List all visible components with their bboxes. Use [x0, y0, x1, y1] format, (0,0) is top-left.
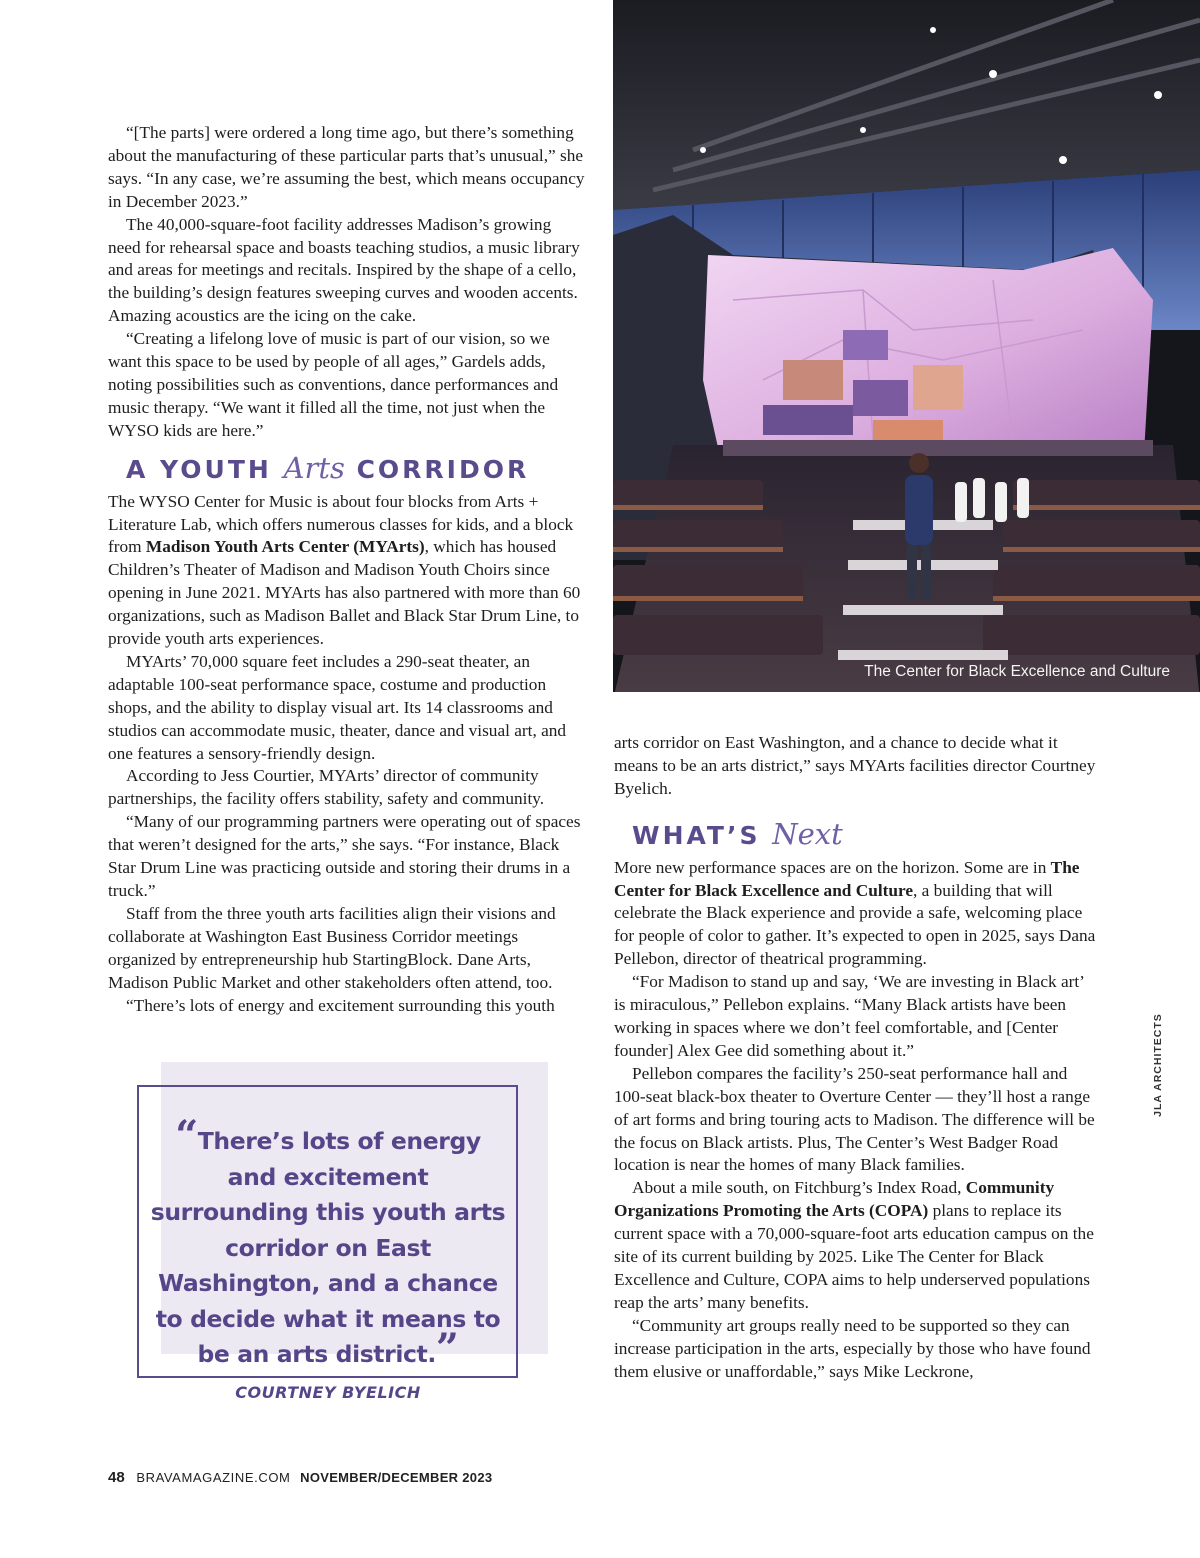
close-quote-mark: ” [435, 1325, 459, 1372]
photo-credit: JLA ARCHITECTS [1152, 1013, 1164, 1117]
bold-org-name: Madison Youth Arts Center (MYArts) [145, 537, 425, 557]
heading-word: A YOUTH [126, 454, 272, 484]
body-paragraph: “Creating a lifelong love of music is part of our vision, so we want this space to be used by people of all ages,” Gardels adds, noting possibilities such as conventions, dance performances and music therapy. “We want it filled all the time, not just when the WYSO kids are here.” [108, 329, 559, 440]
body-paragraph: “[The parts] were ordered a long time ago, but there’s something about the manufacturing of these particular parts that’s unusual,” she says. “In any case, we’re assuming the best, which means occupancy in December 2023.” [108, 123, 585, 211]
heading-word: WHAT’S [632, 820, 761, 850]
body-paragraph: The WYSO Center for Music is about four blocks from Arts + Literature Lab, which offers numerous classes for kids, and a block from Madison Youth Arts Center (MYArts), which has housed Children’s Theater of Madison and Madison Youth Choirs since opening in June 2021. MYArts has also partnered with more than 60 organizations, such as Madison Ballet and Black Star Drum Line, to provide youth arts experiences. [108, 491, 581, 649]
body-paragraph: MYArts’ 70,000 square feet includes a 290-seat theater, an adaptable 100-seat performance space, costume and production shops, and the ability to display visual art. Its 14 classrooms and studios can accommodate music, theater, dance and visual art, and one features a sensory-friendly design. [108, 651, 567, 763]
body-paragraph: According to Jess Courtier, MYArts’ director of community partnerships, the facility offers stability, safety and community. [108, 766, 545, 809]
body-paragraph: “Many of our programming partners were operating out of spaces that weren’t designed for the arts,” she says. “For instance, Black Star Drum Line was practicing outside and storing their drums in a truck.” [108, 812, 581, 900]
bold-org-name: The Center for Black Excellence and Culture [614, 857, 1080, 900]
theater-illustration [613, 0, 1200, 692]
body-paragraph: About a mile south, on Fitchburg’s Index Road, Community Organizations Promoting the Arts (COPA) plans to replace its current space with a 70,000-square-foot arts education campus on the site of its current building by 2025. Like The Center for Black Excellence and Culture, COPA aims to help underserved populations reap the arts’ many benefits. [614, 1178, 1094, 1312]
body-paragraph: More new performance spaces are on the horizon. Some are in The Center for Black Excellence and Culture, a building that will celebrate the Black experience and provide a safe, welcoming place for people of color to gather. It’s expected to open in 2025, says Dana Pellebon, director of theatrical programming. [614, 857, 1096, 969]
body-paragraph: The 40,000-square-foot facility addresses Madison’s growing need for rehearsal space and boasts teaching studios, a music library and areas for meetings and recitals. Inspired by the shape of a cello, the building’s design features sweeping curves and wooden accents. Amazing acoustics are the icing on the cake. [108, 214, 580, 326]
section-heading-youth-arts-corridor [108, 450, 586, 485]
page-footer [108, 1469, 492, 1486]
body-paragraph: arts corridor on East Washington, and a chance to decide what it means to be an arts district,” says MYArts facilities director Courtney Byelich. [614, 733, 1096, 798]
photo-caption: The Center for Black Excellence and Culture [864, 663, 1170, 680]
body-paragraph: “Community art groups really need to be supported so they can increase participation in the arts, especially by those who have found them elusive or unaffordable,” says Mike Leckrone, [614, 1315, 1091, 1381]
theater-rendering-photo [613, 0, 1200, 692]
body-paragraph: “For Madison to stand up and say, ‘We are investing in Black art’ is miraculous,” Pellebon explains. “Many Black artists have been working in spaces where we don’t feel comfortable, and [Center founder] Alex Gee did something about it.” [614, 972, 1084, 1060]
left-column [108, 122, 586, 1017]
heading-word: CORRIDOR [356, 454, 530, 484]
body-paragraph: Pellebon compares the facility’s 250-seat performance hall and 100-seat black-box theater to Overture Center — they’ll host a range of art forms and bring touring acts to Madison. The difference will be the focus on Black artists. Plus, The Center’s West Badger Road location is near the homes of many Black families. [614, 1063, 1095, 1175]
right-column [614, 732, 1096, 1383]
heading-script-word: Arts [283, 450, 345, 485]
body-paragraph: Staff from the three youth arts facilities align their visions and collaborate at Washington East Business Corridor meetings organized by entrepreneurship hub StartingBlock. Dane Arts, Madison Public Market and other stakeholders often attend, too. [108, 903, 556, 992]
open-quote-mark: “ [175, 1112, 198, 1159]
section-heading-whats-next [614, 816, 1096, 851]
pull-quote [150, 1112, 506, 1373]
pull-quote-text: There’s lots of energy and excitement surrounding this youth arts corridor on East Washington, and a chance to decide what it means to be an arts district. [150, 1127, 506, 1368]
heading-script-word: Next [772, 816, 843, 851]
page-number: 48 [108, 1469, 125, 1486]
pull-quote-attribution: COURTNEY BYELICH [235, 1383, 421, 1402]
bold-org-name: Community Organizations Promoting the Arts (COPA) [614, 1178, 1055, 1221]
footer-website: BRAVAMAGAZINE.COM [136, 1470, 291, 1485]
footer-issue-date: NOVEMBER/DECEMBER 2023 [300, 1470, 493, 1485]
body-paragraph: “There’s lots of energy and excitement surrounding this youth [126, 995, 555, 1015]
